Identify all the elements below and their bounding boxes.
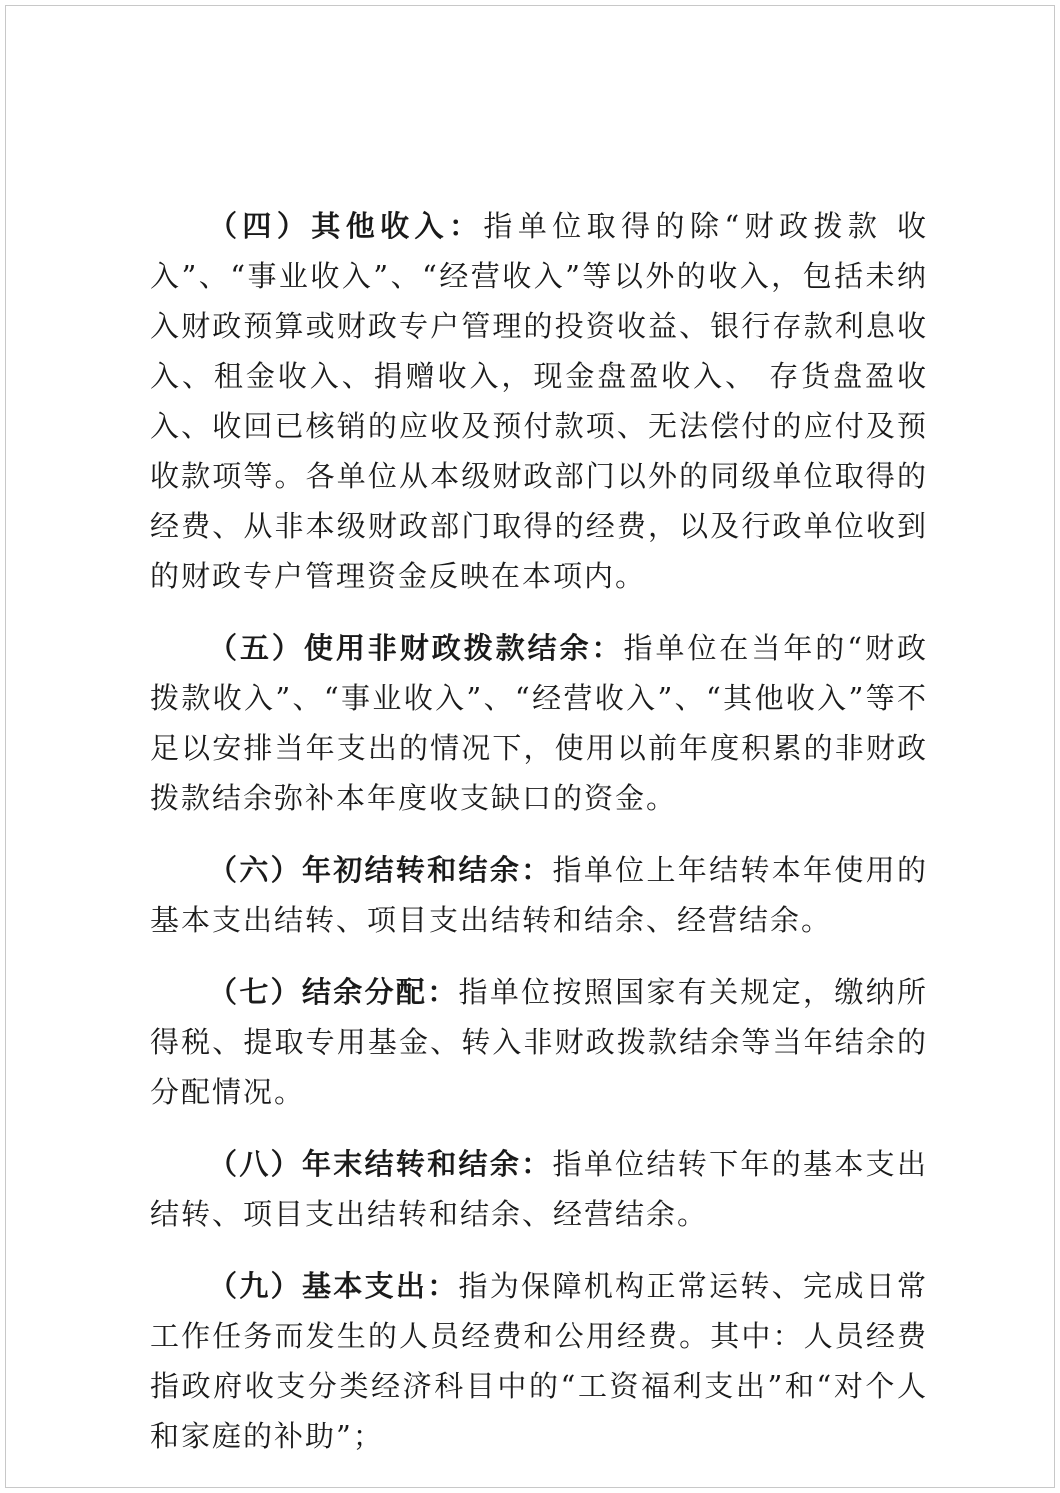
document-body [150,201,928,1483]
paragraph-text: 指单位在当年的“财政拨款收入”、“事业收入”、“经营收入”、“其他收入”等不足以安排当年支出的情况下，使用以前年度积累的非财政拨款结余弥补本年度收支缺口的资金。 [150,631,928,815]
term-heading: （四）其他收入： [208,209,484,243]
paragraph-other-income [150,201,928,601]
paragraph-text: 指单位取得的除“财政拨款 收入”、“事业收入”、“经营收入”等以外的收入，包括未纳入财政预算或财政专户管理的投资收益、银行存款利息收入、租金收入、捐赠收入，现金盘盈收入、 存货盘盈收入、收回已核销的应收及预付款项、无法偿付的应付及预收款项等。各单位从本级财政部门以外的同级单位取得的经费、从非本级财政部门取得的经费，以及行政单位收到的财政专户管理资金反映在本项内。 [150,209,928,593]
paragraph-surplus-distribution [150,967,928,1117]
paragraph-text: 指为保障机构正常运转、完成日常工作任务而发生的人员经费和公用经费。其中：人员经费指政府收支分类经济科目中的“工资福利支出”和“对个人和家庭的补助”； [150,1269,928,1453]
term-heading: （六）年初结转和结余： [208,853,553,887]
document-page [5,5,1055,1488]
term-heading: （五）使用非财政拨款结余： [208,631,624,665]
term-heading: （七）结余分配： [208,975,459,1009]
paragraph-non-fiscal-surplus [150,623,928,823]
paragraph-basic-expenditure [150,1261,928,1461]
paragraph-text: 指单位上年结转本年使用的基本支出结转、项目支出结转和结余、经营结余。 [150,853,928,937]
paragraph-text: 指单位按照国家有关规定，缴纳所得税、提取专用基金、转入非财政拨款结余等当年结余的分配情况。 [150,975,928,1109]
paragraph-opening-carryover [150,845,928,945]
term-heading: （八）年末结转和结余： [208,1147,553,1181]
paragraph-closing-carryover [150,1139,928,1239]
term-heading: （九）基本支出： [208,1269,459,1303]
paragraph-text: 指单位结转下年的基本支出结转、项目支出结转和结余、经营结余。 [150,1147,928,1231]
